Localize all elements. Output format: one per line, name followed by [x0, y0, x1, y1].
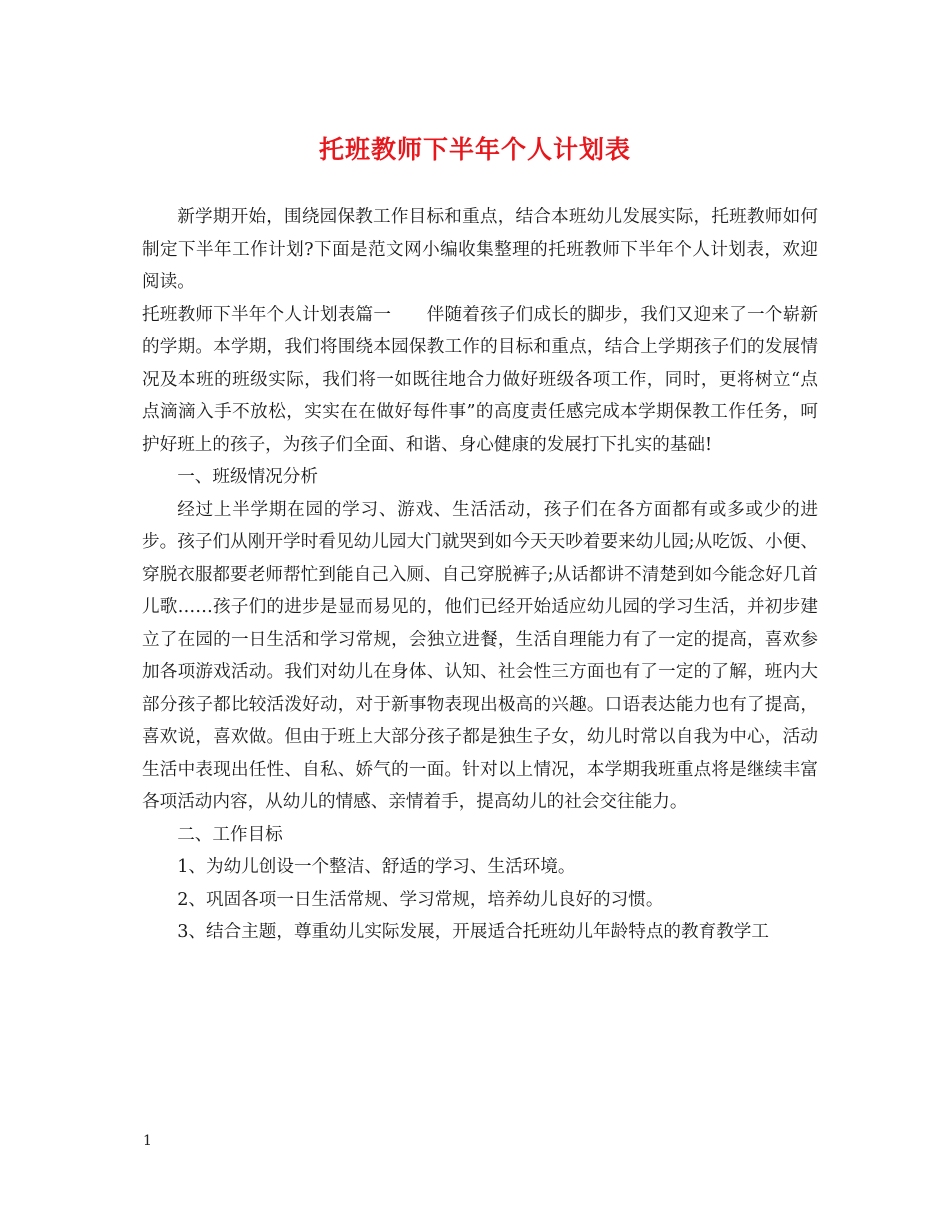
- page-number: 1: [143, 1133, 152, 1149]
- section-heading-work-goals: 二、工作目标: [177, 824, 283, 845]
- intro-paragraph: 新学期开始，围绕园保教工作目标和重点，结合本班幼儿发展实际，托班教师如何制定下半年工作计划?下面是范文网小编收集整理的托班教师下半年个人计划表，欢迎阅读。: [142, 207, 818, 292]
- section-heading-class-analysis: 一、班级情况分析: [177, 467, 318, 487]
- body-paragraph: 经过上半学期在园的学习、游戏、生活活动，孩子们在各方面都有或多或少的进步。孩子们从刚开学时看见幼儿园大门就哭到如今天天吵着要来幼儿园;从吃饭、小便、穿脱衣服都要老师帮忙到能自己入厕、自己穿脱裤子;从话都讲不清楚到如今能念好几首儿歌……孩子们的进步是显而易见的，他们已经开始适应幼儿园的学习生活，并初步建立了在园的一日生活和学习常规，会独立进餐，生活自理能力有了一定的提高，喜欢参加各项游戏活动。我们对幼儿在身体、认知、社会性三方面也有了一定的了解，班内大部分孩子都比较活泼好动，对于新事物表现出极高的兴趣。口语表达能力也有了提高，喜欢说，喜欢做。但由于班上大部分孩子都是独生子女，幼儿时常以自我为中心，活动生活中表现出任性、自私、娇气的一面。针对以上情况，本学期我班重点将是继续丰富各项活动内容，从幼儿的情感、亲情着手，提高幼儿的社会交往能力。: [142, 499, 818, 812]
- body-paragraph: 托班教师下半年个人计划表篇一 伴随着孩子们成长的脚步，我们又迎来了一个崭新的学期。本学期，我们将围绕本园保教工作的目标和重点，结合上学期孩子们的发展情况及本班的班级实际，我们将一如既往地合力做好班级各项工作，同时，更将树立“点点滴滴入手不放松，实实在在做好每件事”的高度责任感完成本学期保教工作任务，呵护好班上的孩子，为孩子们全面、和谐、身心健康的发展打下扎实的基础!: [142, 304, 818, 455]
- list-item: 2、巩固各项一日生活常规、学习常规，培养幼儿良好的习惯。: [177, 889, 664, 910]
- document-body: [142, 201, 818, 949]
- document-title: 托班教师下半年个人计划表: [318, 135, 631, 164]
- list-item: 3、结合主题，尊重幼儿实际发展，开展适合托班幼儿年龄特点的教育教学工: [177, 922, 769, 942]
- list-item: 1、为幼儿创设一个整洁、舒适的学习、生活环境。: [177, 857, 576, 877]
